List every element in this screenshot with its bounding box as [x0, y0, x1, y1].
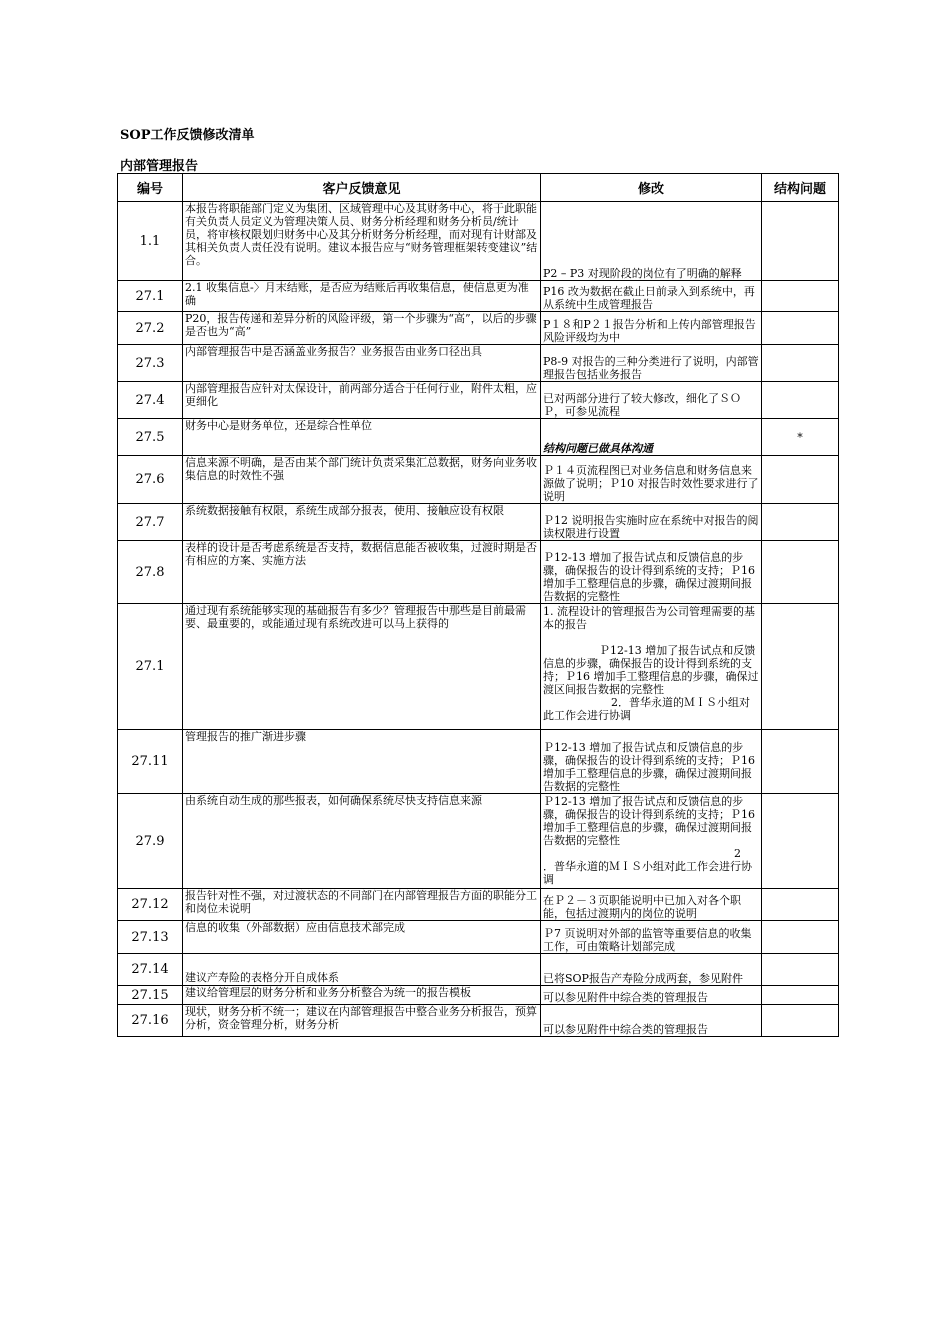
row-id: 27.4 [118, 382, 183, 419]
row-modification: 可以参见附件中综合类的管理报告 [541, 1005, 762, 1037]
table-row [118, 889, 839, 921]
row-modification: 在Ｐ２－３页职能说明中已加入对各个职能，包括过渡期内的岗位的说明 [541, 889, 762, 921]
row-structure [762, 312, 839, 345]
feedback-table [117, 173, 839, 1037]
row-feedback: 建议给管理层的财务分析和业务分析整合为统一的报告模板 [183, 986, 541, 1005]
document-title: SOP工作反馈修改清单 [120, 128, 255, 143]
row-feedback: 2.1 收集信息-〉月末结账，是否应为结账后再收集信息，使信息更为准确 [183, 281, 541, 312]
row-structure [762, 954, 839, 986]
table-row [118, 202, 839, 281]
row-structure [762, 794, 839, 889]
row-id: 27.5 [118, 419, 183, 456]
row-modification: 可以参见附件中综合类的管理报告 [541, 986, 762, 1005]
row-feedback: P20，报告传递和差异分析的风险评级，第一个步骤为“高”，以后的步骤是否也为“高” [183, 312, 541, 345]
row-structure [762, 382, 839, 419]
row-id: 27.12 [118, 889, 183, 921]
row-structure [762, 456, 839, 504]
row-feedback: 由系统自动生成的那些报表，如何确保系统尽快支持信息来源 [183, 794, 541, 889]
table-row [118, 921, 839, 954]
row-modification: P2 – P3 对现阶段的岗位有了明确的解释 [541, 202, 762, 281]
modification-part: Ｐ12-13 增加了报告试点和反馈信息的步骤，确保报告的设计得到系统的支持；Ｐ16 增加手工整理信息的步骤，确保过渡区间报告数据的完整性 [543, 644, 759, 696]
row-feedback: 财务中心是财务单位，还是综合性单位 [183, 419, 541, 456]
row-modification: 已将SOP报告产寿险分成两套，参见附件 [541, 954, 762, 986]
row-structure [762, 504, 839, 541]
row-feedback: 系统数据接触有权限，系统生成部分报表，使用、接触应设有权限 [183, 504, 541, 541]
modification-part: Ｐ12-13 增加了报告试点和反馈信息的步骤，确保报告的设计得到系统的支持；Ｐ16 增加手工整理信息的步骤，确保过渡期间报告数据的完整性 [543, 795, 755, 847]
row-modification: 已对两部分进行了较大修改，细化了ＳＯＰ，可参见流程 [541, 382, 762, 419]
table-row [118, 986, 839, 1005]
row-modification: P16 改为数据在截止日前录入到系统中，再从系统中生成管理报告 [541, 281, 762, 312]
row-modification: Ｐ12-13 增加了报告试点和反馈信息的步骤，确保报告的设计得到系统的支持；Ｐ16 增加手工整理信息的步骤，确保过渡期间报告数据的完整性 [541, 541, 762, 604]
modification-part: 2．普华永道的ＭＩＳ小组对此工作会进行协调 [543, 696, 750, 722]
row-id: 27.8 [118, 541, 183, 604]
table-row [118, 419, 839, 456]
header-feedback: 客户反馈意见 [183, 174, 541, 202]
table-row [118, 541, 839, 604]
row-feedback: 本报告将职能部门定义为集团、区域管理中心及其财务中心，将于此职能有关负责人员定义为管理决策人员、财务分析经理和财务分析员/统计员，将审核权限划归财务中心及其分析财务分析经理，而对现有计财部及其相关负责人责任没有说明。建议本报告应与“财务管理框架转变建议”结合。 [183, 202, 541, 281]
row-id: 27.2 [118, 312, 183, 345]
row-id: 27.1 [118, 604, 183, 730]
table-row [118, 604, 839, 730]
row-feedback: 报告针对性不强，对过渡状态的不同部门在内部管理报告方面的职能分工和岗位未说明 [183, 889, 541, 921]
table-row [118, 345, 839, 382]
row-structure [762, 921, 839, 954]
table-row [118, 730, 839, 794]
row-feedback: 现状，财务分析不统一；建议在内部管理报告中整合业务分析报告，预算分析，资金管理分析，财务分析 [183, 1005, 541, 1037]
row-modification [541, 794, 762, 889]
row-modification: 结构问题已做具体沟通 [541, 419, 762, 456]
row-id: 1.1 [118, 202, 183, 281]
row-id: 27.3 [118, 345, 183, 382]
table-row [118, 504, 839, 541]
row-feedback: 建议产寿险的表格分开自成体系 [183, 954, 541, 986]
modification-part: ．普华永道的ＭＩＳ小组对此工作会进行协调 [543, 860, 752, 886]
row-modification: Ｐ１４页流程图已对业务信息和财务信息来源做了说明；Ｐ10 对报告时效性要求进行了说明 [541, 456, 762, 504]
row-structure [762, 730, 839, 794]
row-structure [762, 986, 839, 1005]
row-id: 27.1 [118, 281, 183, 312]
row-feedback: 信息的收集（外部数据）应由信息技术部完成 [183, 921, 541, 954]
row-structure [762, 281, 839, 312]
table-row [118, 1005, 839, 1037]
row-id: 27.7 [118, 504, 183, 541]
row-feedback: 管理报告的推广渐进步骤 [183, 730, 541, 794]
modification-part: 2 [734, 847, 741, 860]
row-id: 27.15 [118, 986, 183, 1005]
modification-part: 1. 流程设计的管理报告为公司管理需要的基本的报告 [543, 605, 755, 631]
row-id: 27.6 [118, 456, 183, 504]
header-structure: 结构问题 [762, 174, 839, 202]
row-modification: Ｐ7 页说明对外部的监管等重要信息的收集工作，可由策略计划部完成 [541, 921, 762, 954]
row-id: 27.9 [118, 794, 183, 889]
table-row [118, 456, 839, 504]
section-title: 内部管理报告 [120, 159, 199, 174]
row-feedback: 表样的设计是否考虑系统是否支持，数据信息能否被收集，过渡时期是否有相应的方案、实施方法 [183, 541, 541, 604]
row-structure [762, 1005, 839, 1037]
table-row [118, 281, 839, 312]
table-row [118, 382, 839, 419]
row-structure [762, 541, 839, 604]
row-modification: P１８和P２１报告分析和上传内部管理报告风险评级均为中 [541, 312, 762, 345]
header-id: 编号 [118, 174, 183, 202]
row-structure: * [762, 419, 839, 456]
row-feedback: 信息来源不明确，是否由某个部门统计负责采集汇总数据，财务向业务收集信息的时效性不强 [183, 456, 541, 504]
row-modification: Ｐ12 说明报告实施时应在系统中对报告的阅读权限进行设置 [541, 504, 762, 541]
row-id: 27.14 [118, 954, 183, 986]
row-structure [762, 345, 839, 382]
row-feedback: 通过现有系统能够实现的基础报告有多少？管理报告中那些是目前最需要、最重要的，或能通过现有系统改进可以马上获得的 [183, 604, 541, 730]
row-id: 27.11 [118, 730, 183, 794]
table-row [118, 954, 839, 986]
table-row [118, 312, 839, 345]
row-structure [762, 889, 839, 921]
row-modification: P8-9 对报告的三种分类进行了说明，内部管理报告包括业务报告 [541, 345, 762, 382]
row-id: 27.16 [118, 1005, 183, 1037]
row-structure [762, 202, 839, 281]
table-header-row [118, 174, 839, 202]
row-structure [762, 604, 839, 730]
row-modification [541, 604, 762, 730]
row-modification: Ｐ12-13 增加了报告试点和反馈信息的步骤，确保报告的设计得到系统的支持；Ｐ16 增加手工整理信息的步骤，确保过渡期间报告数据的完整性 [541, 730, 762, 794]
table-row [118, 794, 839, 889]
row-id: 27.13 [118, 921, 183, 954]
header-modification: 修改 [541, 174, 762, 202]
row-feedback: 内部管理报告中是否涵盖业务报告？业务报告由业务口径出具 [183, 345, 541, 382]
row-feedback: 内部管理报告应针对太保设计，前两部分适合于任何行业，附件太粗，应更细化 [183, 382, 541, 419]
